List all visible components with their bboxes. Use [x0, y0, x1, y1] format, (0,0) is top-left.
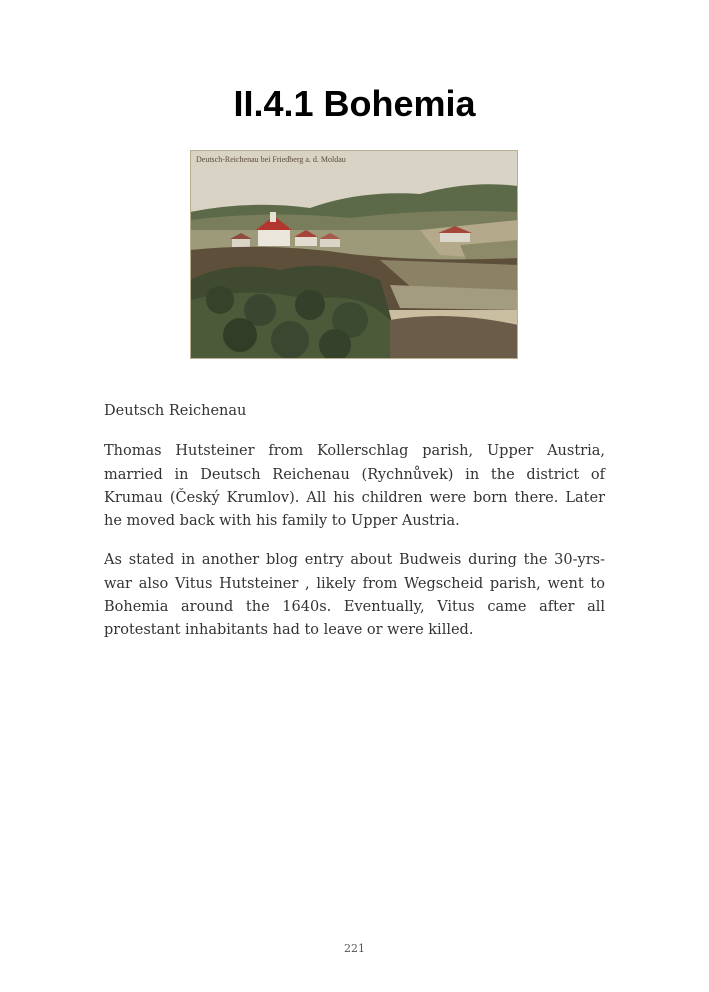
body-text: [104, 400, 605, 659]
postcard-illustration: [190, 150, 518, 359]
page-title: II.4.1 Bohemia: [233, 83, 476, 124]
section-heading: Deutsch Reichenau: [104, 403, 247, 419]
village-postcard-photo: [190, 150, 518, 359]
paragraph-2: As stated in another blog entry about Budweis during the 30-yrs-war also Vitus Hutsteiner , likely from Wegscheid parish, went to Bohemia around the 1640s. Eventually, Vitus came after all protestant inhabitants had to leave or were killed.: [104, 552, 605, 639]
page-number: 221: [344, 942, 365, 955]
postcard-caption: Deutsch-Reichenau bei Friedberg a. d. Moldau: [196, 155, 346, 164]
paragraph-1: Thomas Hutsteiner from Kollerschlag parish, Upper Austria, married in Deutsch Reichenau (Rychnůvek) in the district of Krumau (Český Krumlov). All his children were born there. Later he moved back with his family to Upper Austria.: [104, 443, 605, 530]
